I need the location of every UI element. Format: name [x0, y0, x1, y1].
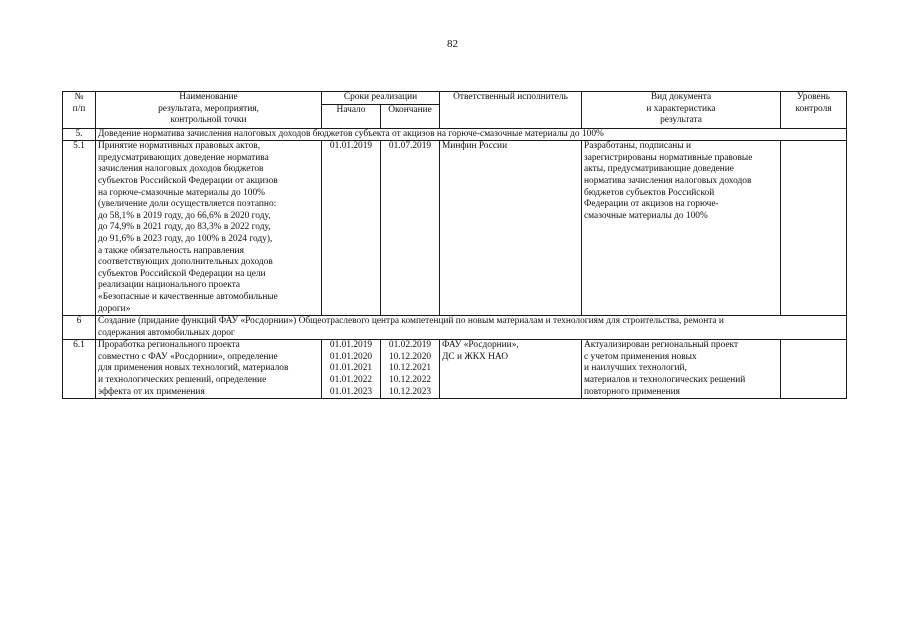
document-line: с учетом применения новых: [584, 351, 697, 362]
start-date: 01.01.2023: [329, 386, 373, 397]
header-doc-line: результата: [660, 115, 702, 126]
header-doc: [582, 92, 781, 129]
measure-name-line: (увеличение доли осуществляется поэтапно:: [98, 199, 277, 210]
measure-name-line: предусматривающих доведение норматива: [98, 152, 269, 163]
header-name-line: Наименование: [179, 92, 238, 102]
measure-name: [96, 340, 322, 399]
start-date: 01.01.2019: [329, 340, 373, 351]
section-title-line: Доведение норматива зачисления налоговых доходов бюджетов субъекта от акцизов на горюче-смазочные материалы до 100%: [98, 128, 604, 139]
measure-name-line: совместно с ФАУ «Росдорнии», определение: [98, 351, 278, 362]
end-date: 10.12.2020: [388, 351, 432, 362]
measure-name-line: до 74,9% в 2021 году, до 83,3% в 2022 году,: [98, 222, 271, 233]
start-date: 01.01.2019: [329, 141, 373, 152]
measure-name-line: реализации национального проекта: [98, 280, 241, 291]
measure-name-line: дороги»: [98, 303, 131, 314]
measure-name-line: субъектов Российской Федерации от акцизов: [98, 175, 278, 186]
document-line: зарегистрированы нормативные правовые: [584, 152, 753, 163]
section-title: [96, 128, 847, 141]
start-date: 01.01.2020: [329, 351, 373, 362]
header-name: [96, 92, 322, 129]
control-level: [781, 141, 847, 316]
document-line: материалов и технологических решений: [584, 375, 746, 386]
header-name-line: результата, мероприятия,: [158, 103, 259, 114]
header-control-line: контроля: [795, 103, 832, 114]
page-number: 82: [447, 38, 458, 50]
control-level: [781, 340, 847, 399]
header-num-line: №: [74, 92, 84, 102]
section-row: [63, 128, 847, 141]
measure-name-line: соответствующих дополнительных доходов: [98, 257, 273, 268]
document-line: норматива зачисления налоговых доходов: [584, 175, 752, 186]
measure-name-line: до 91,6% в 2023 году, до 100% в 2024 году),: [98, 233, 273, 244]
measure-name-line: Проработка регионального проекта: [98, 340, 240, 351]
document-line: повторного применения: [584, 386, 680, 397]
measure-name: [96, 141, 322, 316]
header-terms: Сроки реализации: [322, 92, 440, 105]
document-line: акты, предусматривающие доведение: [584, 164, 734, 175]
end-date: 10.12.2023: [388, 386, 432, 397]
row-number: 6: [63, 316, 96, 340]
measure-name-line: и технологических решений, определение: [98, 375, 267, 386]
section-row: [63, 316, 847, 340]
document-line: смазочные материалы до 100%: [584, 210, 708, 221]
measure-name-line: Принятие нормативных правовых актов,: [98, 141, 261, 152]
row-number: 6.1: [63, 340, 96, 399]
end-date: 10.12.2021: [388, 363, 432, 374]
end-date: 01.02.2019: [388, 340, 432, 351]
start-date: 01.01.2021: [329, 363, 373, 374]
row-number: 5.1: [63, 141, 96, 316]
implementation-plan-table: [62, 91, 847, 399]
document-line: и наилучших технологий,: [584, 363, 687, 374]
measure-name-line: до 58,1% в 2019 году, до 66,6% в 2020 году,: [98, 210, 271, 221]
start-dates: [322, 141, 381, 316]
document-description: [582, 141, 781, 316]
table-row: [63, 141, 847, 316]
header-doc-line: и характеристика: [646, 103, 716, 114]
end-dates: [381, 141, 440, 316]
start-date: 01.01.2022: [329, 375, 373, 386]
document-line: Разработаны, подписаны и: [584, 141, 691, 152]
executor-line: ДС и ЖКХ НАО: [442, 351, 508, 362]
measure-name-line: на горюче-смазочные материалы до 100%: [98, 187, 265, 198]
table-row: [63, 340, 847, 399]
row-number: 5.: [63, 128, 96, 141]
measure-name-line: «Безопасные и качественные автомобильные: [98, 291, 278, 302]
measure-name-line: эффекта от их применения: [98, 386, 205, 397]
executor-line: ФАУ «Росдорнии»,: [442, 340, 519, 351]
table-body: [63, 128, 847, 399]
responsible-executor: [440, 141, 582, 316]
header-row: [63, 92, 847, 105]
document-line: бюджетов субъектов Российской: [584, 187, 715, 198]
section-title-line: содержания автомобильных дорог: [98, 327, 235, 338]
measure-name-line: а также обязательность направления: [98, 245, 244, 256]
document-description: [582, 340, 781, 399]
header-executor: Ответственный исполнитель: [440, 92, 582, 129]
responsible-executor: [440, 340, 582, 399]
measure-name-line: субъектов Российской Федерации на цели: [98, 268, 266, 279]
document-line: Актуализирован региональный проект: [584, 340, 739, 351]
document-line: Федерации от акцизов на горюче-: [584, 199, 719, 210]
header-num-line: п/п: [72, 103, 86, 114]
header-start: Начало: [322, 104, 381, 128]
executor-line: Минфин России: [442, 141, 508, 152]
header-doc-line: Вид документа: [650, 92, 712, 102]
header-control-line: Уровень: [796, 92, 830, 102]
section-title-line: Создание (придание функций ФАУ «Росдорнии») Общеотраслевого центра компетенций по новым материалам и технологиям для строительства, ремонта и: [98, 316, 724, 327]
header-num: [63, 92, 96, 129]
measure-name-line: зачисления налоговых доходов бюджетов: [98, 164, 264, 175]
end-dates: [381, 340, 440, 399]
measure-name-line: для применения новых технологий, материалов: [98, 363, 289, 374]
end-date: 01.07.2019: [388, 141, 432, 152]
header-end: Окончание: [381, 104, 440, 128]
start-dates: [322, 340, 381, 399]
header-name-line: контрольной точки: [170, 115, 247, 126]
section-title: [96, 316, 847, 340]
header-control: [781, 92, 847, 129]
end-date: 10.12.2022: [388, 375, 432, 386]
